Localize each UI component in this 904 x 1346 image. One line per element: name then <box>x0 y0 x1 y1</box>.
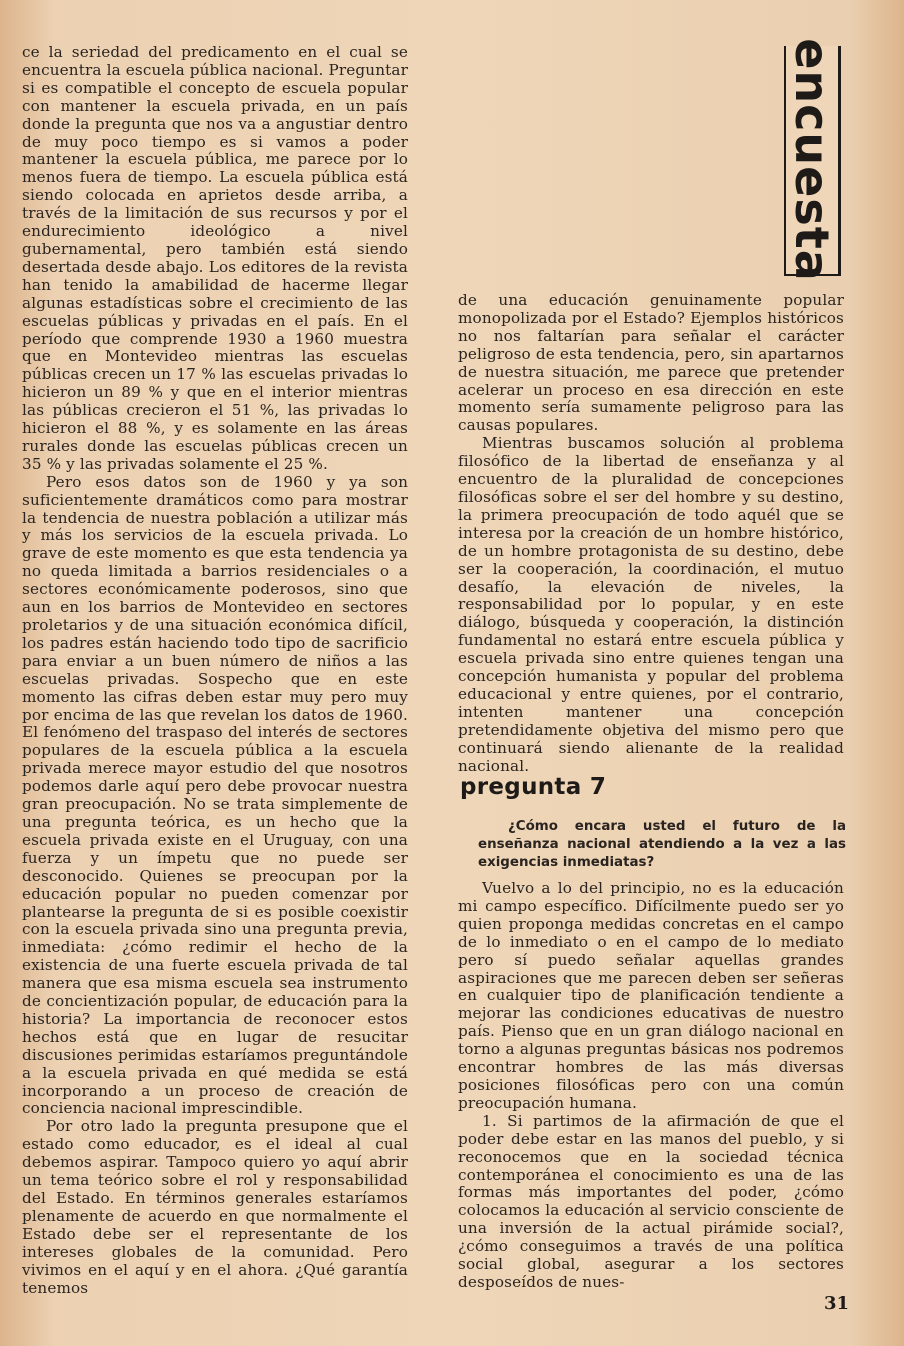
question-heading: pregunta 7 <box>460 774 607 800</box>
paragraph: Por otro lado la pregunta presupone que el estado como educador, es el ideal al cual debemos aspirar. Tampoco quiero yo aquí abrir un tema teórico sobre el rol y responsabilidad del Estado. En términos generales estaríamos plenamente de acuerdo en que normalmente el Estado debe ser el representante de los intereses globales de la comunidad. Pero vivimos en el aquí y en el ahora. ¿Qué garantía tenemos <box>22 1117 408 1297</box>
right-text-column-bottom <box>458 880 844 1292</box>
paragraph: Vuelvo a lo del principio, no es la educación mi campo específico. Difícilmente puedo ser yo quien proponga medidas concretas en el campo de lo inmediato o en el campo de lo mediato pero sí puedo señalar aquellas grandes aspiraciones que me parecen deben ser señeras en cualquier tipo de planificación tendiente a mejorar las condiciones educativas de nuestro país. Pienso que en un gran diálogo nacional en torno a algunas preguntas básicas nos podremos encontrar hombres de las más diversas posiciones filosóficas pero con una común preocupación humana. <box>458 879 844 1112</box>
paragraph: Pero esos datos son de 1960 y ya son suficientemente dramáticos como para mostrar la tendencia de nuestra población a utilizar más y más los servicios de la escuela privada. Lo grave de este momento es que esta tendencia ya no queda limitada a barrios residenciales o a sectores económicamente poderosos, sino que aun en los barrios de Montevideo en sectores proletarios y de una situación económica difícil, los padres están haciendo todo tipo de sacrificio para enviar a un buen número de niños a las escuelas privadas. Sospecho que en este momento las cifras deben estar muy pero muy por encima de las que revelan los datos de 1960. El fenómeno del traspaso del interés de sectores populares de la escuela pública a la escuela privada merece mayor estudio del que nosotros podemos darle aquí pero debe provocar nuestra gran preocupación. No se trata simplemente de una pregunta teórica, es un hecho que la escuela privada existe en el Uruguay, con una fuerza y un ímpetu que no puede ser desconocido. Quienes se preocupan por la educación popular no pueden comenzar por plantearse la pregunta de si es posible coexistir con la escuela privada sino una pregunta previa, inmediata: ¿cómo redimir el hecho de la existencia de una fuerte escuela privada de tal manera que esa misma escuela sea instrumento de concientización popular, de educación para la historia? La importancia de reconocer estos hechos está que en lugar de resucitar discusiones perimidas estaríamos preguntándole a la escuela privada en qué medida se está incorporando a un proceso de creación de conciencia nacional imprescindible. <box>22 472 408 1118</box>
question-text: ¿Cómo encara usted el futuro de la enseñanza nacional atendiendo a la vez a las exigencias inmediatas? <box>478 819 846 870</box>
paragraph: Mientras buscamos solución al problema filosófico de la libertad de enseñanza y al encuentro de la pluralidad de concepciones filosóficas sobre el ser del hombre y su destino, la primera preocupación de todo aquél que se interesa por la creación de un hombre histórico, de un hombre protagonista de su destino, debe ser la cooperación, la coordinación, el mutuo desafío, la elevación de niveles, la responsabilidad por lo popular, y en este diálogo, búsqueda y cooperación, la distinción fundamental no estará entre escuela pública y escuela privada sino entre quienes tengan una concepción humanista y popular del problema educacional y entre quienes, por el contrario, intenten mantener una concepción pretendidamente objetiva del mismo pero que continuará siendo alienante de la realidad nacional. <box>458 434 844 775</box>
right-text-column-top <box>458 292 844 775</box>
page-number: 31 <box>824 1293 850 1314</box>
paragraph: ce la seriedad del predicamento en el cual se encuentra la escuela pública nacional. Preguntar si es compatible el concepto de escuela popular con mantener la escuela privada, en un país donde la pregunta que nos va a angustiar dentro de muy poco tiempo es si vamos a poder mantener la escuela pública, me parece por lo menos fuera de tiempo. La escuela pública está siendo colocada en aprietos desde arriba, a través de la limitación de sus recursos y por el endurecimiento ideológico a nivel gubernamental, pero también está siendo desertada desde abajo. Los editores de la revista han tenido la amabilidad de hacerme llegar algunas estadísticas sobre el crecimiento de las escuelas públicas y privadas en el país. En el período que comprende 1930 a 1960 muestra que en Montevideo mientras las escuelas públicas crecen un 17 % las escuelas privadas lo hicieron un 89 % y que en el interior mientras las públicas crecieron el 51 %, las privadas lo hicieron el 88 %, y es solamente en las áreas rurales donde las escuelas públicas crecen un 35 % y las privadas solamente el 25 %. <box>22 43 408 473</box>
section-tag-label: encuesta <box>785 38 839 282</box>
left-text-column <box>22 44 408 1297</box>
paragraph: 1. Si partimos de la afirmación de que el poder debe estar en las manos del pueblo, y si reconocemos que en la sociedad técnica contemporánea el conocimiento es una de las formas más importantes del poder, ¿cómo colocamos la educación al servicio consciente de una inversión de la actual pirámide social?, ¿cómo conseguimos a través de una política social global, asegurar a los sectores desposeídos de nues- <box>458 1111 844 1291</box>
section-tag <box>784 38 841 282</box>
paragraph: de una educación genuinamente popular monopolizada por el Estado? Ejemplos históricos no nos faltarían para señalar el carácter peligroso de esta tendencia, pero, sin apartarnos de nuestra situación, me parece que pretender acelerar un proceso en esa dirección en este momento sería sumamente peligroso para las causas populares. <box>458 291 844 435</box>
